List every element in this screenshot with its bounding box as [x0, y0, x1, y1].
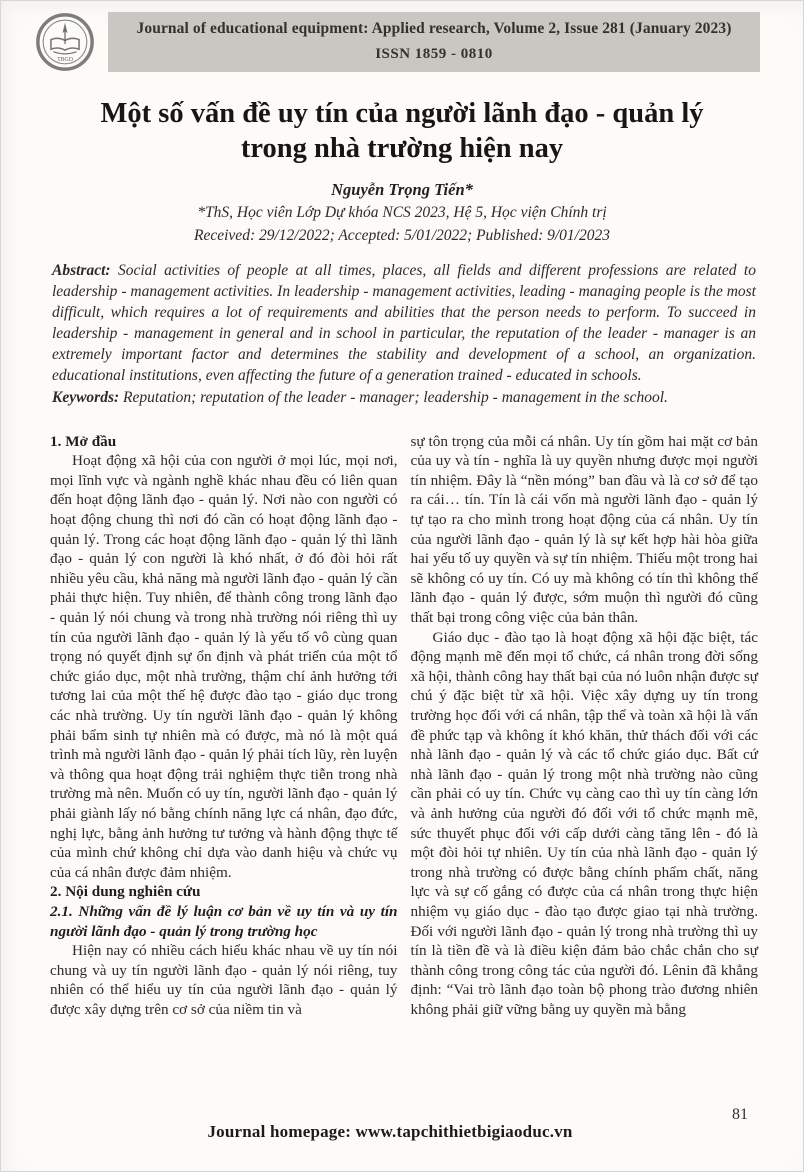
abstract-block	[52, 260, 756, 386]
journal-homepage: Journal homepage: www.tapchithietbigiaoduc.vn	[207, 1122, 573, 1141]
article-title-line2: trong nhà trường hiện nay	[240, 133, 564, 165]
paragraph: Hiện nay có nhiều cách hiểu khác nhau về uy tín nói chung và uy tín người lãnh đạo - quản lý nói riêng, tuy nhiên có thể hiểu uy tín của người lãnh đạo - quản lý được xây dựng trên cơ sở của niềm tin và	[50, 942, 398, 1018]
left-column	[50, 432, 398, 1020]
article-body	[50, 432, 758, 1020]
keywords-text: Reputation; reputation of the leader - manager; leadership - management in the school.	[119, 388, 668, 406]
journal-header	[0, 0, 804, 74]
article-title-line1: Một số vấn đề uy tín của người lãnh đạo - quản lý	[100, 98, 704, 129]
journal-header-bar	[108, 12, 760, 72]
journal-issn: ISSN 1859 - 0810	[375, 46, 493, 62]
journal-logo-text: TBGD	[57, 56, 73, 63]
section-heading-content: 2. Nội dung nghiên cứu	[50, 883, 201, 901]
paragraph: Giáo dục - đào tạo là hoạt động xã hội đặc biệt, tác động mạnh mẽ đến mọi tổ chức, cá nhân trong đời sống xã hội, thành công hay thất bại của nó luôn nhận được sự chú ý đặc biệt từ xã hội. Việc xây dựng uy tín trong trường học đối với cá nhân, tập thể và toàn xã hội là vấn đề phức tạp và không ít khó khăn, thử thách đối với các nhà lãnh đạo - quản lý và các tổ chức giáo dục. Bất cứ nhà lãnh đạo - quản lý trong một nhà trường nào cũng cần phải có uy tín. Chức vụ càng cao thì uy tín càng lớn và ảnh hưởng của người đó đối với tổ chức mạnh mẽ, sức thuyết phục đối với cấp dưới càng tăng lên - đó là một đòi hỏi tự nhiên. Uy tín của nhà lãnh đạo - quản lý trong nhà trường có được bằng chính phẩm chất, năng lực và sự cố gắng có được của cá nhân trong thực hiện nhiệm vụ giáo dục - đào tạo được giao tại nhà trường. Đối với người lãnh đạo - quản lý trong nhà trường thì uy tín là tiền đề và là điều kiện đảm bảo chắc chắn cho sự thành công trong công tác của người đó. Lênin đã khẳng định: “Vai trò lãnh đạo toàn bộ phong trào đương nhiên không phải giữ vững bằng uy quyền mà bằng	[410, 628, 758, 1018]
journal-name: Journal of educational equipment: Applied research, Volume 2, Issue 281 (January 2023)	[136, 20, 732, 37]
page-number: 81	[732, 1106, 748, 1123]
article-title	[40, 96, 764, 167]
abstract-label: Abstract:	[52, 261, 111, 279]
keywords-label: Keywords:	[52, 388, 120, 406]
journal-logo-emblem-icon	[34, 10, 96, 74]
article-affiliation: *ThS, Học viên Lớp Dự khóa NCS 2023, Hệ 5, Học viện Chính trị	[197, 203, 607, 221]
article-dates: Received: 29/12/2022; Accepted: 5/01/2022; Published: 9/01/2023	[194, 226, 610, 244]
subsection-heading-2-1: 2.1. Những vấn đề lý luận cơ bản về uy tín và uy tín người lãnh đạo - quản lý trong trường học	[50, 902, 398, 940]
journal-logo	[26, 10, 104, 74]
paragraph: Hoạt động xã hội của con người ở mọi lúc, mọi nơi, mọi lĩnh vực và ngành nghề khác nhau đều có liên quan đến hoạt động lãnh đạo - quản lý. Nơi nào con người có hoạt động chung thì nơi đó cần có hoạt động lãnh đạo - quản lý. Trong các hoạt động lãnh đạo - quản lý thì lãnh đạo - quản lý con người là khó nhất, ở đó đòi hỏi rất nhiều yêu cầu, khả năng mà người lãnh đạo - quản lý cần phải thực hiện. Tuy nhiên, để thành công trong lãnh đạo - quản lý nói chung và trong nhà trường nói riêng thì uy tín của người lãnh đạo - quản lý là yếu tố vô cùng quan trọng nó quyết định sự ổn định và phát triển của một tổ chức giáo dục, một nhà trường, thậm chí ảnh hưởng tới tương lai của một thế hệ được đào tạo - giáo dục trong các nhà trường. Uy tín người lãnh đạo - quản lý không phải bẩm sinh tự nhiên mà có được, mà nó là một quá trình mà người lãnh đạo - quản lý phải tích lũy, rèn luyện và thông qua hoạt động trải nghiệm thực tiễn trong nhà trường mà nên. Muốn có uy tín, người lãnh đạo - quản lý phải giành lấy nó bằng chính năng lực cá nhân, đạo đức, nghị lực, bằng ảnh hưởng tư tưởng và hành động thực tế của mình chứ không chỉ dựa vào danh hiệu và chức vụ của cá nhân được đảm nhiệm.	[50, 452, 398, 881]
right-column	[411, 432, 759, 1020]
abstract-text: Social activities of people at all times, places, all fields and different professions are related to leadership - management activities. In leadership - management activities, leading - managing people is the most difficult, which requires a lot of requirements and abilities that the person needs to perform. To succeed in leadership - management in general and in school in particular, the reputation of the leader - manager is an extremely important factor and determines the stability and development of a school, an organization. educational institutions, even affecting the future of a generation trained - educated in schools.	[52, 261, 756, 384]
keywords-block	[52, 387, 756, 408]
paragraph: sự tôn trọng của mỗi cá nhân. Uy tín gồm hai mặt cơ bản của uy và tín - nghĩa là uy quyền nhưng được mọi người tín nhiệm. Đây là “nền móng” ban đầu và là cơ sở để tạo ra cái… tín. Tín là cái vốn mà người lãnh đạo - quản lý tự tạo ra cho mình trong hoạt động của cá nhân. Uy tín của người lãnh đạo - quản lý là sự kết hợp hài hòa giữa hai yếu tố uy quyền và sự tín nhiệm. Thiếu một trong hai sẽ không có uy tín. Có uy mà không có tín thì không thể lãnh đạo - quản lý được, sớm muộn thì người đó cũng thất bại trong công việc của bản thân.	[410, 432, 758, 626]
article-author: Nguyễn Trọng Tiến*	[331, 179, 473, 199]
section-heading-intro: 1. Mở đầu	[50, 432, 117, 450]
